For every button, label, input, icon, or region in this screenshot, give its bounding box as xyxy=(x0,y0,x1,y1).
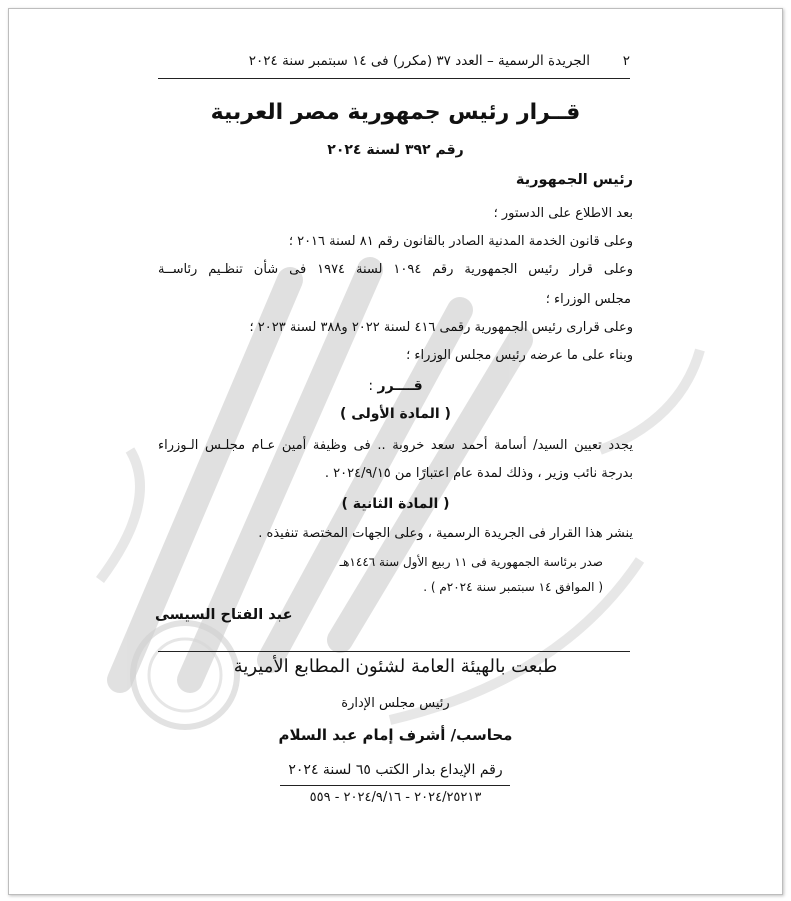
signature: عبد الفتاح السيسى xyxy=(155,607,293,623)
preamble-line: وبناء على ما عرضه رئيس مجلس الوزراء ؛ xyxy=(406,348,633,363)
chair-title: رئيس مجلس الإدارة xyxy=(341,696,450,711)
article2-heading: ( المادة الثانية ) xyxy=(341,496,450,512)
preamble-line: وعلى قانون الخدمة المدنية الصادر بالقانون رقم ٨١ لسنة ٢٠١٦ ؛ xyxy=(288,234,633,249)
decree-number: رقم ٣٩٢ لسنة ٢٠٢٤ xyxy=(327,142,464,158)
header-rule xyxy=(158,78,630,79)
header-text: الجريدة الرسمية – العدد ٣٧ (مكرر) فى ١٤ سبتمبر سنة ٢٠٢٤ xyxy=(248,53,590,69)
article1-heading: ( المادة الأولى ) xyxy=(340,406,451,422)
preamble-line: بعد الاطلاع على الدستور ؛ xyxy=(493,206,633,221)
print-code: ٢٠٢٤/٢٥٢١٣ - ٢٠٢٤/٩/١٦ - ٥٥٩ xyxy=(309,790,482,805)
decided-heading xyxy=(0,378,791,394)
decided-colon: : xyxy=(368,378,374,394)
page-number: ٢ xyxy=(622,53,630,69)
footer-rule xyxy=(158,651,630,652)
deposit-rule xyxy=(280,785,510,786)
preamble-line: وعلى قرار رئيس الجمهورية رقم ١٠٩٤ لسنة ١٩٧٤ فى شأن تنظـيم رئاســة xyxy=(158,262,634,277)
corresponding-line: ( الموافق ١٤ سبتمبر سنة ٢٠٢٤م ) . xyxy=(423,580,603,594)
deposit-number: رقم الإيداع بدار الكتب ٦٥ لسنة ٢٠٢٤ xyxy=(288,762,503,778)
printed-by: طبعت بالهيئة العامة لشئون المطابع الأميرية xyxy=(233,656,558,677)
decree-title: قــرار رئيس جمهورية مصر العربية xyxy=(210,100,581,125)
issued-line: صدر برئاسة الجمهورية فى ١١ ربيع الأول سنة ١٤٤٦هـ xyxy=(339,555,603,569)
article1-line: يجدد تعيين السيد/ أسامة أحمد سعد خروبة .. فى وظيفة أمين عـام مجلـس الـوزراء xyxy=(158,438,633,453)
decided-word: قــــرر xyxy=(377,378,423,394)
chair-name: محاسب/ أشرف إمام عبد السلام xyxy=(278,726,513,744)
preamble-line: وعلى قرارى رئيس الجمهورية رقمى ٤١٦ لسنة ٢٠٢٢ و٣٨٨ لسنة ٢٠٢٣ ؛ xyxy=(249,320,633,335)
issuer-heading: رئيس الجمهورية xyxy=(515,172,633,188)
article1-line: بدرجة نائب وزير ، وذلك لمدة عام اعتبارًا من ٢٠٢٤/٩/١٥ . xyxy=(324,466,633,481)
preamble-line: مجلس الوزراء ؛ xyxy=(545,292,631,307)
article2-line: ينشر هذا القرار فى الجريدة الرسمية ، وعلى الجهات المختصة تنفيذه . xyxy=(258,526,633,541)
